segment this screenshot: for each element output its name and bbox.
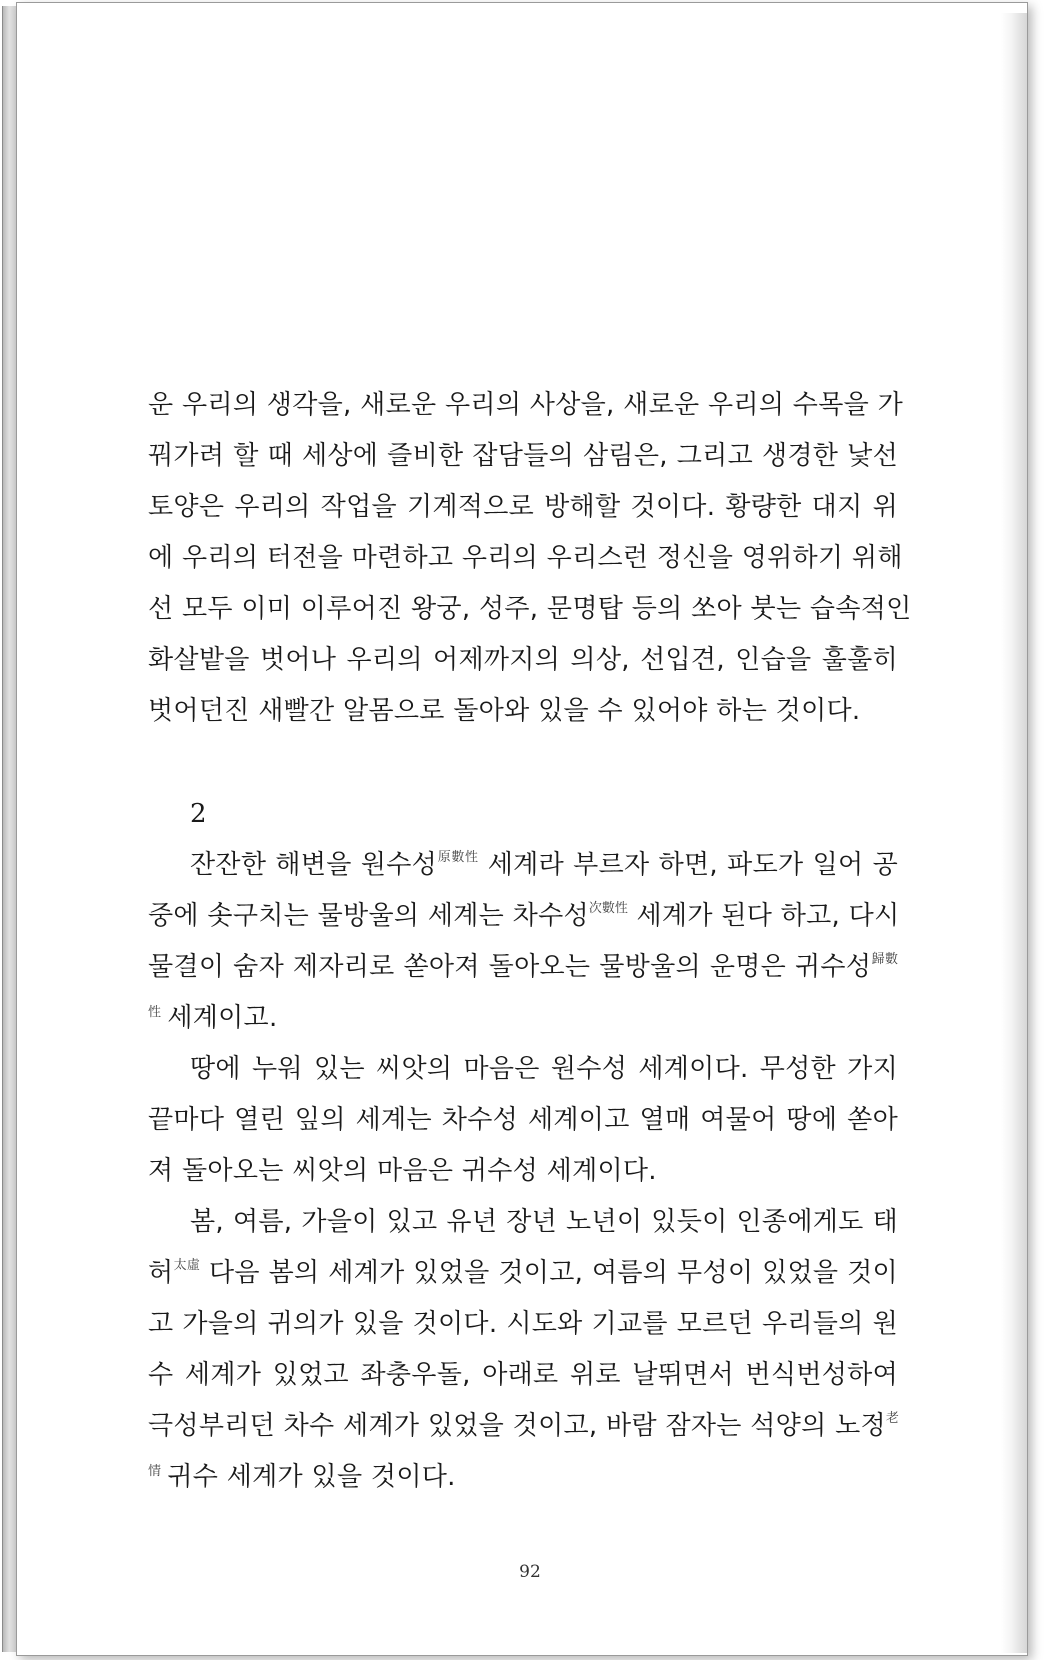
text-line: 봄, 여름, 가을이 있고 유년 장년 노년이 있듯이 인종에게도 태 [190,1207,898,1237]
hanja-annotation: 性 [148,1005,162,1020]
text-segment: 허 [148,1258,174,1288]
text-line: 선 모두 이미 이루어진 왕궁, 성주, 문명탑 등의 쏘아 붓는 습속적인 [148,594,912,624]
text-line [148,899,898,933]
text-line: 고 가을의 귀의가 있을 것이다. 시도와 기교를 모르던 우리들의 원 [148,1309,898,1339]
hanja-annotation: 太虛 [173,1258,201,1273]
section-number: 2 [190,799,207,829]
text-line: 운 우리의 생각을, 새로운 우리의 사상을, 새로운 우리의 수목을 가 [148,390,904,420]
text-line [148,1460,456,1494]
text-line: 화살밭을 벗어나 우리의 어제까지의 의상, 선입견, 인습을 훌훌히 [148,645,898,675]
text-line: 벗어던진 새빨간 알몸으로 돌아와 있을 수 있어야 하는 것이다. [148,696,861,726]
text-line [148,950,898,984]
text-segment: 다음 봄의 세계가 있었을 것이고, 여름의 무성이 있었을 것이 [200,1258,898,1288]
text-line: 져 돌아오는 씨앗의 마음은 귀수성 세계이다. [148,1156,657,1186]
book-spine [2,6,17,1652]
text-line [148,1409,898,1443]
text-segment: 잔잔한 해변을 원수성 [190,850,438,880]
text-segment: 물결이 숨자 제자리로 쏟아져 돌아오는 물방울의 운명은 귀수성 [148,952,872,982]
text-segment: 귀수 세계가 있을 것이다. [167,1462,456,1492]
text-segment: 세계가 된다 하고, 다시 [627,901,900,931]
hanja-annotation: 原數性 [437,850,479,865]
page-number: 92 [519,1562,541,1582]
text-line: 땅에 누워 있는 씨앗의 마음은 원수성 세계이다. 무성한 가지 [190,1054,898,1084]
text-line: 끝마다 열린 잎의 세계는 차수성 세계이고 열매 여물어 땅에 쏟아 [148,1105,898,1135]
hanja-annotation: 歸數 [871,952,898,967]
text-segment: 세계라 부르자 하면, 파도가 일어 공 [478,850,899,880]
text-line: 토양은 우리의 작업을 기계적으로 방해할 것이다. 황량한 대지 위 [148,492,898,522]
text-line: 꿔가려 할 때 세상에 즐비한 잡담들의 삼림은, 그리고 생경한 낯선 [148,441,898,471]
text-line [148,1001,278,1035]
text-line: 수 세계가 있었고 좌충우돌, 아래로 위로 날뛰면서 번식번성하여 [148,1360,898,1390]
hanja-annotation: 老 [885,1411,899,1426]
text-segment: 중에 솟구치는 물방울의 세계는 차수성 [148,901,589,931]
page-edge-shadow [1001,13,1027,1653]
text-line [190,848,898,882]
text-line: 에 우리의 터전을 마련하고 우리의 우리스런 정신을 영위하기 위해 [148,543,903,573]
text-line [148,1256,898,1290]
text-segment: 세계이고. [167,1003,278,1033]
hanja-annotation: 情 [148,1464,162,1479]
hanja-annotation: 次數性 [588,901,628,916]
text-segment: 극성부리던 차수 세계가 있었을 것이고, 바람 잠자는 석양의 노정 [148,1411,886,1441]
page [16,2,1028,1656]
